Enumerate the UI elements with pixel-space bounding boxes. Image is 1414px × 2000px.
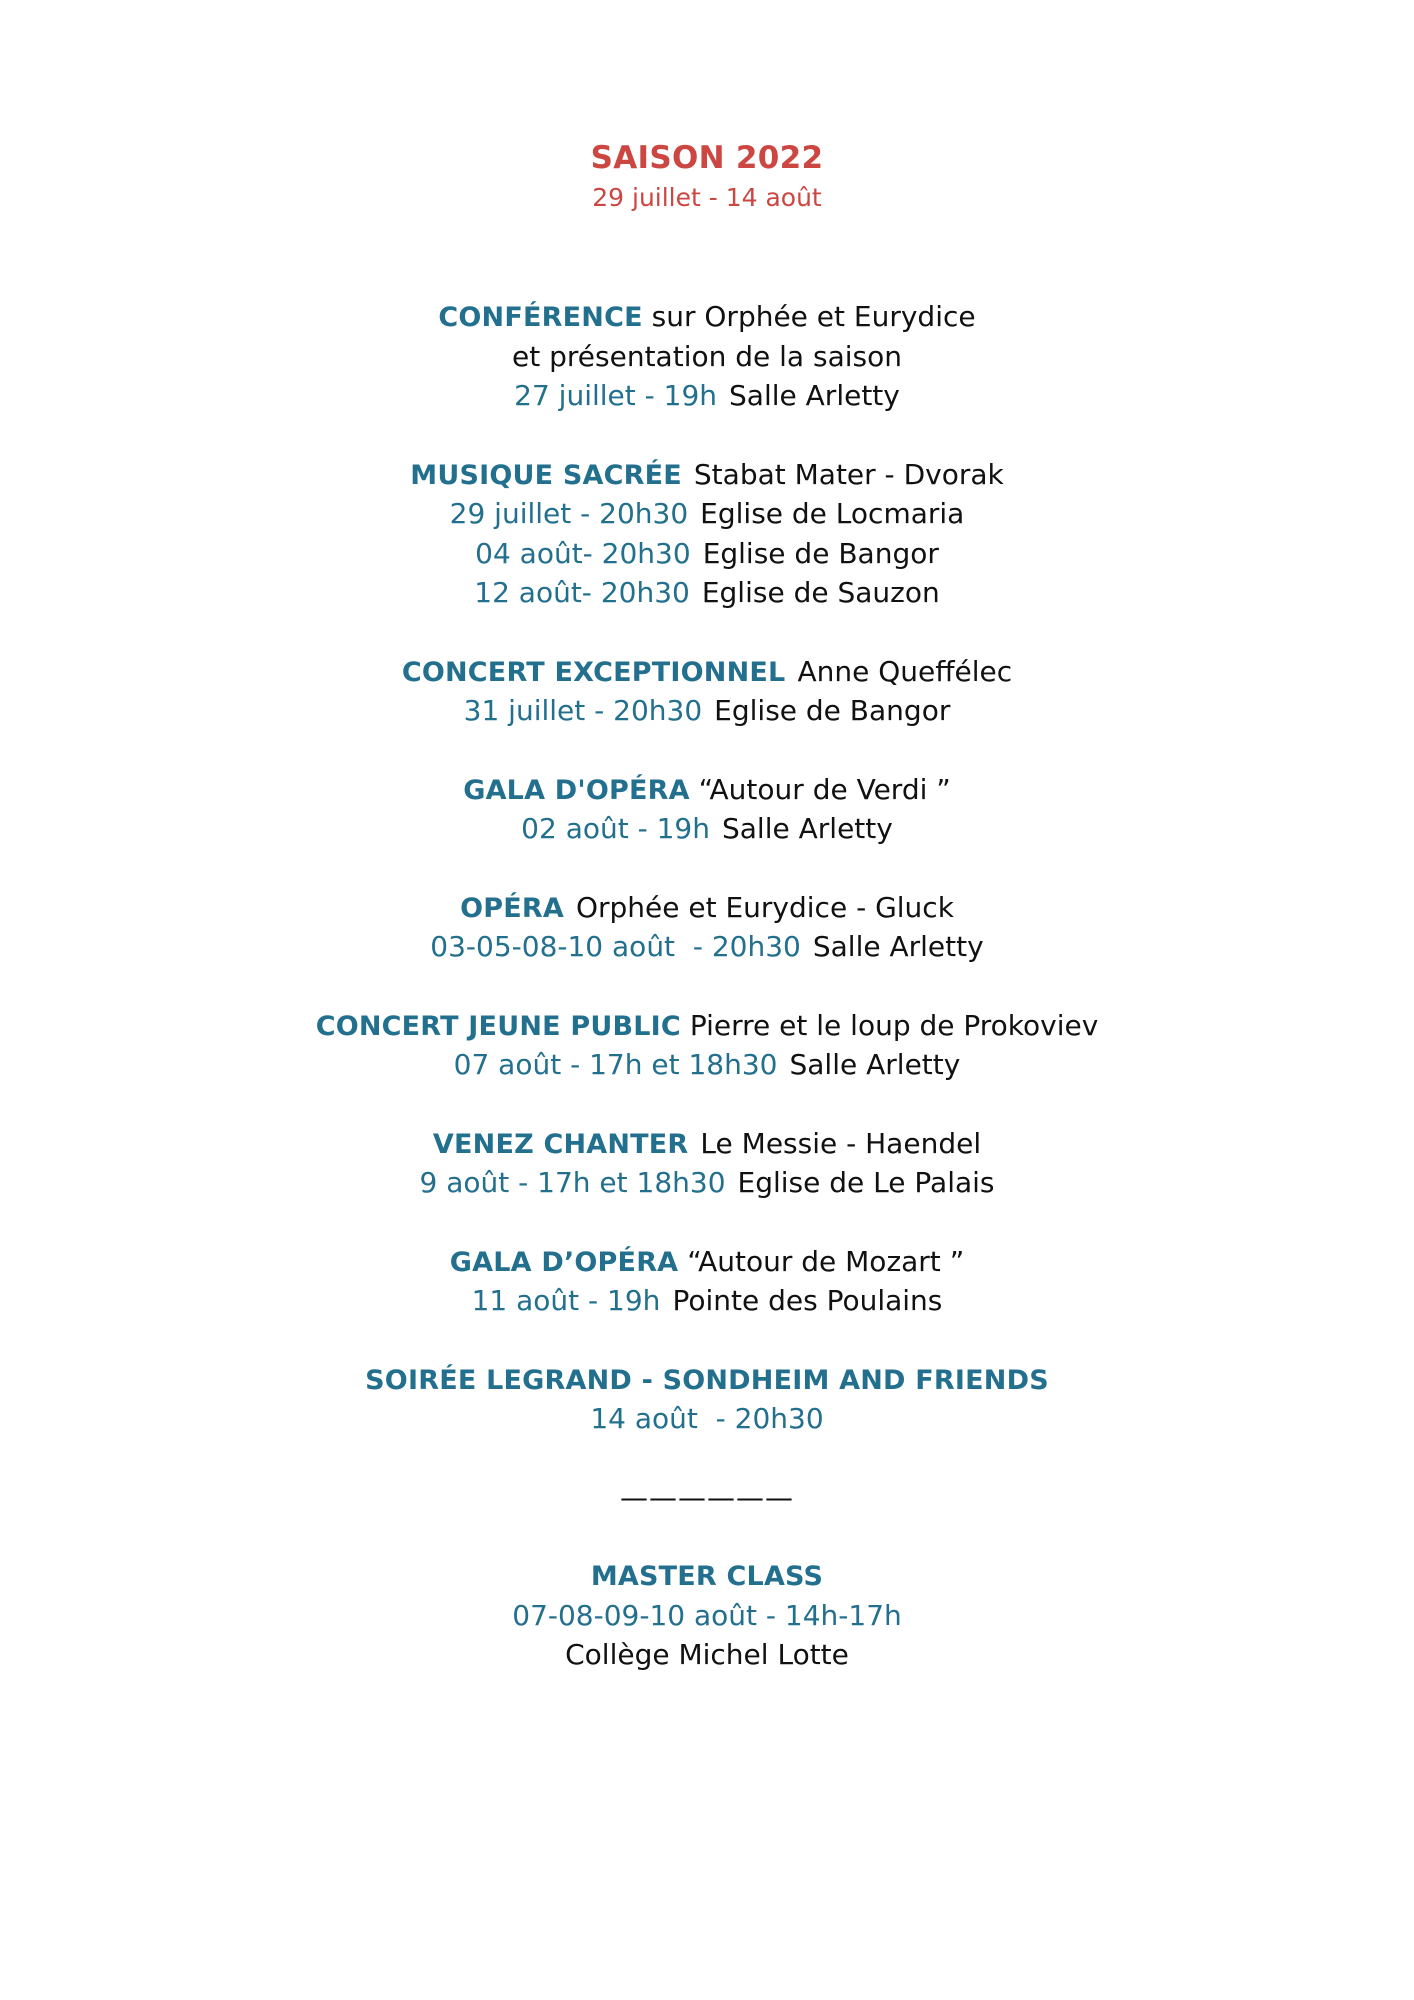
event-title-continued: et présentation de la saison <box>512 339 902 373</box>
event-title: Le Messie - Haendel <box>700 1126 982 1160</box>
event-heading <box>0 1006 1414 1046</box>
session-date: 12 août- 20h30 <box>474 576 690 609</box>
event-opera-gala-verdi <box>0 770 1414 849</box>
event-session <box>0 691 1414 731</box>
event-session <box>0 927 1414 967</box>
event-category: VENEZ CHANTER <box>432 1128 689 1160</box>
master-class-title: MASTER CLASS <box>590 1561 824 1592</box>
session-venue: Salle Arletty <box>729 379 900 412</box>
season-header <box>0 138 1414 218</box>
event-heading <box>0 770 1414 810</box>
event-session <box>0 1399 1414 1439</box>
session-venue: Eglise de Bangor <box>714 694 951 727</box>
event-opera <box>0 888 1414 967</box>
master-class <box>0 1556 1414 1675</box>
event-heading <box>0 652 1414 692</box>
section-separator: —————— <box>620 1480 794 1514</box>
event-heading <box>0 888 1414 928</box>
event-young-audience-concert <box>0 1006 1414 1085</box>
master-class-session <box>0 1596 1414 1636</box>
event-opera-gala-mozart <box>0 1242 1414 1321</box>
session-date: 04 août- 20h30 <box>475 536 691 570</box>
session-venue: Pointe des Poulains <box>672 1284 943 1317</box>
event-title: Stabat Mater - Dvorak <box>693 457 1004 491</box>
event-session <box>0 573 1414 613</box>
session-date: 31 juillet - 20h30 <box>463 694 703 727</box>
event-heading <box>0 1242 1414 1282</box>
season-dates: 29 juillet - 14 août <box>592 183 822 212</box>
event-session <box>0 809 1414 849</box>
session-date: 02 août - 19h <box>521 812 710 845</box>
event-title: “Autour de Mozart ” <box>687 1244 965 1278</box>
session-date: 11 août - 19h <box>471 1284 661 1317</box>
event-legrand-evening <box>0 1360 1414 1439</box>
session-venue: Eglise de Le Palais <box>737 1166 995 1199</box>
season-title: SAISON 2022 <box>590 140 824 176</box>
event-category: CONCERT EXCEPTIONNEL <box>401 656 786 688</box>
event-title: Orphée et Eurydice - Gluck <box>575 890 954 924</box>
session-venue: Salle Arletty <box>812 930 984 963</box>
session-date: 29 juillet - 20h30 <box>449 497 689 530</box>
session-date: 07 août - 17h et 18h30 <box>453 1048 778 1081</box>
master-class-heading <box>0 1556 1414 1596</box>
event-exceptional-concert <box>0 652 1414 731</box>
event-category: CONCERT JEUNE PUBLIC <box>315 1010 681 1042</box>
event-category: SOIRÉE LEGRAND - SONDHEIM AND FRIENDS <box>365 1364 1049 1396</box>
event-category: OPÉRA <box>460 892 564 924</box>
session-venue: Eglise de Locmaria <box>700 497 965 530</box>
event-session <box>0 534 1414 574</box>
session-venue: Salle Arletty <box>722 812 893 845</box>
session-date: 03-05-08-10 août - 20h30 <box>430 930 801 963</box>
event-title: “Autour de Verdi ” <box>698 772 951 806</box>
event-list <box>0 297 1414 1714</box>
event-session <box>0 1163 1414 1203</box>
event-session <box>0 1045 1414 1085</box>
master-class-venue: Collège Michel Lotte <box>565 1638 849 1671</box>
session-date: 07-08-09-10 août - 14h-17h <box>512 1598 902 1632</box>
event-title: sur Orphée et Eurydice <box>651 300 976 333</box>
event-conference <box>0 297 1414 416</box>
event-category: MUSIQUE SACRÉE <box>410 459 682 491</box>
event-session <box>0 1281 1414 1321</box>
session-date: 27 juillet - 19h <box>514 379 718 412</box>
event-heading <box>0 1360 1414 1400</box>
session-venue: Eglise de Bangor <box>702 536 939 570</box>
session-date: 9 août - 17h et 18h30 <box>419 1166 726 1199</box>
event-title: Anne Queffélec <box>797 654 1013 688</box>
event-session <box>0 494 1414 534</box>
event-session <box>0 376 1414 416</box>
event-sacred-music <box>0 455 1414 613</box>
event-heading <box>0 297 1414 337</box>
event-category: GALA D'OPÉRA <box>463 774 690 806</box>
session-date: 14 août - 20h30 <box>590 1402 824 1435</box>
session-venue: Salle Arletty <box>789 1048 961 1081</box>
session-venue: Eglise de Sauzon <box>701 576 940 609</box>
event-category: CONFÉRENCE <box>438 302 643 333</box>
event-category: GALA D’OPÉRA <box>449 1246 679 1278</box>
event-come-sing <box>0 1124 1414 1203</box>
event-heading <box>0 1124 1414 1164</box>
event-heading <box>0 455 1414 495</box>
event-title: Pierre et le loup de Prokoviev <box>689 1008 1099 1042</box>
